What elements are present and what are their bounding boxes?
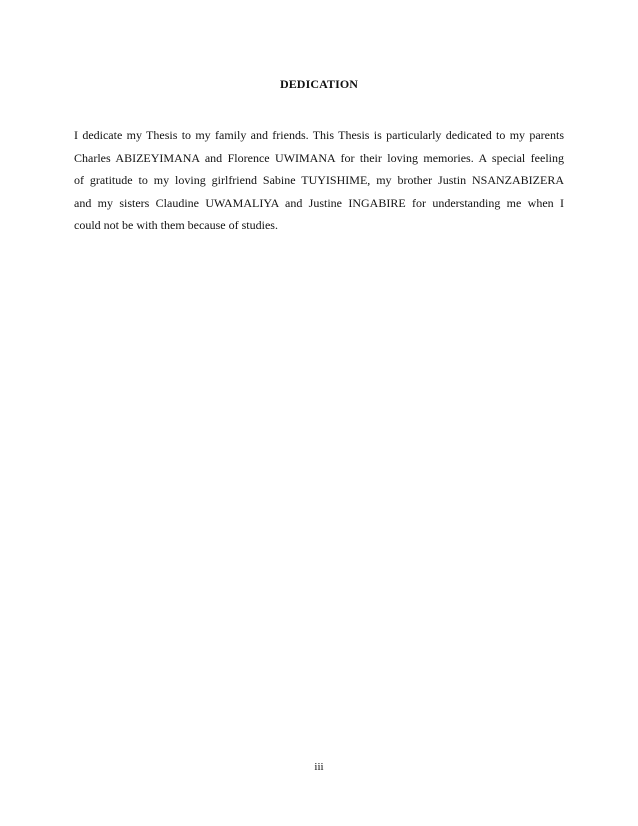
page-title: DEDICATION xyxy=(279,77,359,91)
paragraph-line: could not be with them because of studies. xyxy=(74,218,278,232)
page-number: iii xyxy=(314,761,324,773)
dedication-paragraph xyxy=(74,124,564,237)
paragraph-line: of gratitude to my loving girlfriend Sabine TUYISHIME, my brother Justin NSANZABIZERA xyxy=(74,173,564,187)
paragraph-line: I dedicate my Thesis to my family and friends. This Thesis is particularly dedicated to my parents xyxy=(74,128,564,142)
paragraph-line: Charles ABIZEYIMANA and Florence UWIMANA for their loving memories. A special feeling xyxy=(74,150,564,165)
paragraph-line: and my sisters Claudine UWAMALIYA and Justine INGABIRE for understanding me when I xyxy=(74,195,564,210)
